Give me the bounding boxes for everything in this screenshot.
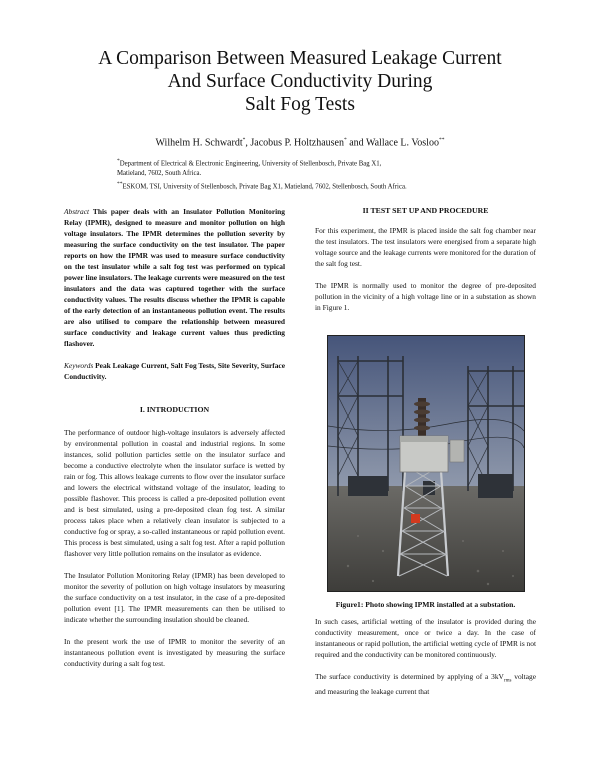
keywords — [64, 360, 285, 382]
author-1-mark: * — [242, 137, 246, 143]
setup-paragraph-4: The surface conductivity is determined by applying of a $3kV_{rms}$ voltage and measuring the leakage current that — [315, 672, 536, 697]
author-list — [40, 137, 560, 148]
left-column — [64, 206, 285, 669]
intro-paragraph-1: The performance of outdoor high-voltage insulators is adversely affected by environmental pollution in coastal and industrial regions. In some instances, solid pollution particles settle on the insulator surface and become a conductive electrolyte when the insulator surface is wetted by rain or fog. This allows leakage currents to flow over the insulator surface and lowers the electrical withstand voltage of the insulator, leading to possible flashover. This process is called a pre-deposited pollution event and is best simulated, using a pre-deposited clean fog test. A similar process takes place when a relatively clean insulator is subjected to a conductive fog or spray, a so-called instantaneous or rapid pollution event. This process is best simulated, using a salt fog test. After a rapid pollution flashover very little pollution remains on the insulator as evidence. — [64, 428, 285, 558]
affiliations — [117, 156, 557, 193]
author-2-mark: * — [343, 137, 347, 143]
author-1: Wilhelm H. Schwardt — [155, 137, 243, 149]
abstract-label: Abstract — [64, 207, 90, 216]
author-3-mark: ** — [438, 137, 445, 143]
affiliation-1-mark: * — [117, 158, 120, 164]
affiliation-2: **ESKOM, TSI, University of Stellenbosch, Private Bag X1, Matieland, 7602, Stellenbosch, South Africa. — [117, 181, 407, 191]
affiliation-2-mark: ** — [117, 181, 123, 188]
affiliation-1-cont: Matieland, 7602, South Africa. — [117, 170, 202, 178]
setup-paragraph-3: In such cases, artificial wetting of the insulator is provided during the conductivity measurement, once or twice a day. In the case of instantaneous or rapid pollution, the artificial wetting cycle of IPMR is not required and the conductivity can be monitored continuously. — [315, 617, 536, 659]
author-2: Jacobus P. Holtzhausen — [250, 137, 344, 149]
author-3: Wallace L. Vosloo — [365, 137, 439, 149]
section-heading-introduction: I. INTRODUCTION — [139, 405, 210, 414]
setup-paragraph-2: The IPMR is normally used to monitor the degree of pre-deposited pollution in the vicinity of a high voltage line or in a substation as shown in Figure 1. — [315, 281, 536, 312]
rms-subscript: rms — [503, 678, 512, 684]
figure-1-caption: Figure1: Photo showing IPMR installed at a substation. — [335, 600, 516, 609]
right-column — [315, 206, 536, 697]
section-heading-setup: II TEST SET UP AND PROCEDURE — [362, 206, 489, 215]
author-sep-1: , — [245, 137, 251, 149]
keywords-text: Peak Leakage Current, Salt Fog Tests, Site Severity, Surface Conductivity. — [64, 361, 285, 381]
title-line-2: And Surface Conductivity During — [167, 71, 433, 92]
abstract-text: This paper deals with an Insulator Pollution Monitoring Relay (IPMR), designed to measure and monitor pollution on high voltage insulators. The IPMR determines the pollution severity by measuring the surface conductivity on the test insulator. The paper reports on how the IPMR was used to measure surface conductivity on the test insulator while a salt fog test was performed on typical power line insulators. The leakage currents were measured on the test insulators and the data was captured together with the surface conductivity values. The results discuss whether the IPMR is capable of the early detection of an instantaneous pollution event. The results are also utilised to compare the relationship between measured surface conductivity and leakage current values thus predicting flashover. — [64, 207, 285, 348]
affiliation-1: *Department of Electrical & Electronic Engineering, University of Stellenbosch, Private Bag X1, — [117, 158, 382, 168]
keywords-label: Keywords — [64, 361, 94, 370]
title-line-1: A Comparison Between Measured Leakage Current — [98, 48, 502, 69]
paper-title — [40, 47, 560, 116]
intro-paragraph-2: The Insulator Pollution Monitoring Relay (IPMR) has been developed to monitor the severity of pollution on high voltage insulators by measuring the surface conductivity on a test insulator, in the case of a pre-deposited pollution event [1]. The IPMR measurements can then be utilised to indicate whether the surrounding insulation should be cleaned. — [64, 571, 285, 624]
author-sep-2: and — [346, 137, 366, 149]
title-line-3: Salt Fog Tests — [245, 94, 355, 115]
substation-photo-illustration — [328, 336, 524, 591]
setup-paragraph-1: For this experiment, the IPMR is placed inside the salt fog chamber near the test insulators. The test insulators were energised from a separate high voltage source and the leakage currents were monitored for the duration of the salt fog test. — [315, 226, 536, 268]
intro-paragraph-3: In the present work the use of IPMR to monitor the severity of an instantaneous pollution event is investigated by measuring the surface conductivity during a salt fog test. — [64, 637, 285, 668]
abstract — [64, 206, 285, 349]
figure-1-photo — [327, 335, 525, 592]
